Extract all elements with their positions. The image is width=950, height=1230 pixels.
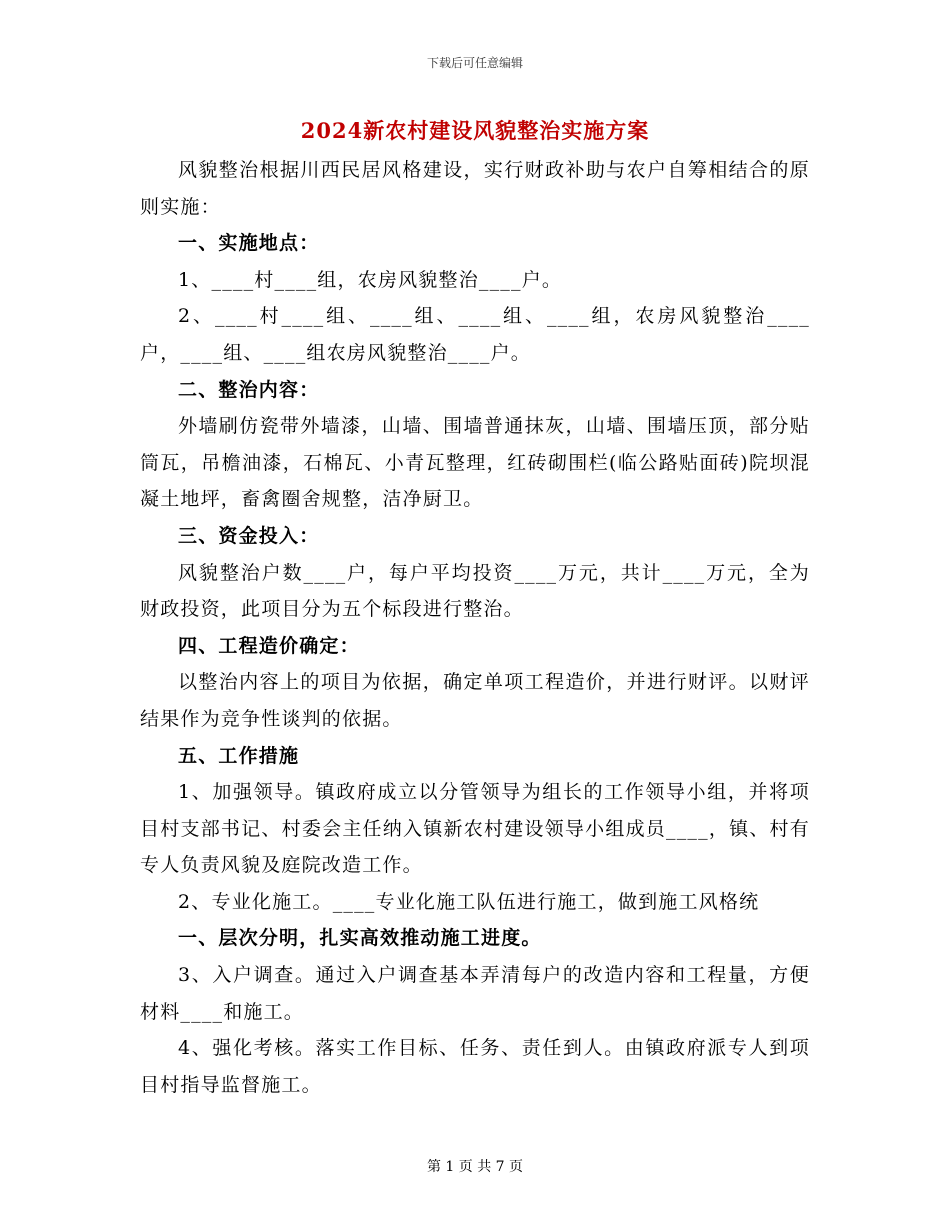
content-paragraph: 外墙刷仿瓷带外墙漆，山墙、围墙普通抹灰，山墙、围墙压顶，部分贴筒瓦，吊檐油漆，石棉瓦、小青瓦整理，红砖砌围栏(临公路贴面砖)院坝混凝土地坪，畜禽圈舍规整，洁净厨卫。: [140, 415, 810, 511]
measure-item-3: 3、入户调查。通过入户调查基本弄清每户的改造内容和工程量，方便材料____和施工。: [140, 964, 810, 1023]
funding-paragraph: 风貌整治户数____户，每户平均投资____万元，共计____万元，全为财政投资，此项目分为五个标段进行整治。: [140, 561, 810, 621]
measure-bold-line: 一、层次分明，扎实高效推动施工进度。: [178, 927, 542, 950]
page-footer: 第 1 页 共 7 页: [426, 1159, 524, 1175]
section-heading-location: 一、实施地点：: [178, 232, 320, 255]
location-item-1: 1、____村____组，农房风貌整治____户。: [178, 268, 563, 291]
location-item-2: 2、____村____组、____组、____组、____组，农房风貌整治____户，____组、____组农房风貌整治____户。: [140, 305, 810, 364]
measure-item-1: 1、加强领导。镇政府成立以分管领导为组长的工作领导小组，并将项目村支部书记、村委会主任纳入镇新农村建设领导小组成员____，镇、村有专人负责风貌及庭院改造工作。: [140, 781, 810, 877]
document-body: [140, 152, 810, 1103]
section-heading-funding: 三、资金投入：: [178, 524, 320, 547]
document-title: 2024新农村建设风貌整治实施方案: [300, 118, 650, 143]
header-note: 下载后可任意编辑: [426, 56, 523, 70]
section-heading-measures: 五、工作措施: [178, 744, 300, 767]
section-heading-cost: 四、工程造价确定：: [178, 634, 360, 657]
cost-paragraph: 以整治内容上的项目为依据，确定单项工程造价，并进行财评。以财评结果作为竞争性谈判的依据。: [140, 671, 810, 730]
section-heading-content: 二、整治内容：: [178, 378, 320, 401]
intro-paragraph: 风貌整治根据川西民居风格建设，实行财政补助与农户自筹相结合的原则实施：: [140, 159, 810, 218]
measure-item-2: 2、专业化施工。____专业化施工队伍进行施工，做到施工风格统: [178, 890, 760, 913]
measure-item-4: 4、强化考核。落实工作目标、任务、责任到人。由镇政府派专人到项目村指导监督施工。: [140, 1037, 810, 1096]
